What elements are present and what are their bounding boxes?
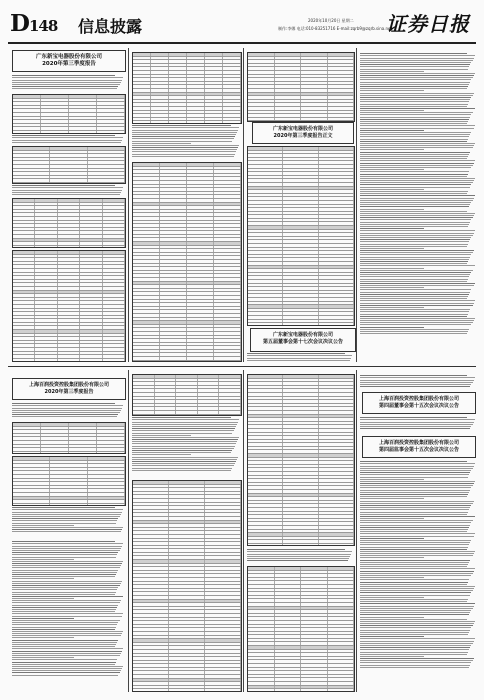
notice-title-box xyxy=(362,436,476,458)
body-text-block xyxy=(12,506,124,536)
notice-subtitle: 第四届监事会第十五次会议决议公告 xyxy=(378,446,459,453)
data-table xyxy=(132,162,242,362)
data-table xyxy=(247,566,355,692)
notice-subtitle: 2020年第三季度报告 xyxy=(44,388,94,395)
body-text-block xyxy=(132,416,240,476)
column-divider xyxy=(243,48,244,362)
body-text-block xyxy=(360,374,476,390)
data-table xyxy=(12,422,126,454)
column-divider xyxy=(243,370,244,692)
notice-title-box xyxy=(252,122,354,144)
data-table xyxy=(247,146,355,326)
body-text-block xyxy=(12,134,124,144)
notice-subtitle: 2020年第三季度报告正文 xyxy=(273,132,333,139)
date-line: 2020年10月20日 星期二 xyxy=(308,18,354,23)
body-text-block xyxy=(12,540,124,690)
body-text-block xyxy=(247,548,353,564)
contact-line: 制作:李娜 电话:010-83251716 E-mail:zqrb9@zqrb.sina.net xyxy=(278,26,393,31)
body-text-block xyxy=(12,184,124,196)
column-divider xyxy=(128,48,129,362)
notice-title-box xyxy=(362,392,476,414)
page-number: D148 xyxy=(10,10,58,37)
notice-company: 广东新宝电器股份有限公司 xyxy=(272,126,333,132)
body-text-block xyxy=(360,460,476,690)
notice-company: 广东新宝电器股份有限公司 xyxy=(35,54,102,60)
body-text-block xyxy=(132,124,240,160)
body-text-block xyxy=(360,52,476,362)
body-text-block xyxy=(360,416,476,432)
body-text-block xyxy=(247,352,353,362)
notice-title-box xyxy=(250,328,356,352)
data-table xyxy=(12,94,126,134)
notice-title-box xyxy=(12,50,126,72)
data-table xyxy=(12,146,126,184)
column-divider xyxy=(356,370,357,692)
data-table xyxy=(12,198,126,248)
notice-subtitle: 第五届董事会第十七次会议决议公告 xyxy=(262,338,343,345)
notice-company: 上海百润投资控股集团股份有限公司 xyxy=(28,382,109,388)
newspaper-logo: 证券日报 xyxy=(386,12,470,36)
column-divider xyxy=(128,370,129,692)
section-title: 信息披露 xyxy=(78,17,143,36)
half-page-divider xyxy=(8,366,476,367)
masthead xyxy=(8,4,476,44)
notice-title-box xyxy=(12,378,126,400)
body-text-block xyxy=(12,74,124,92)
notice-company: 上海百润投资控股集团股份有限公司 xyxy=(378,440,459,446)
notice-company: 上海百润投资控股集团股份有限公司 xyxy=(378,396,459,402)
column-divider xyxy=(356,48,357,362)
data-table xyxy=(12,250,126,362)
data-table xyxy=(247,374,355,546)
notice-subtitle: 第四届董事会第十五次会议决议公告 xyxy=(378,402,459,409)
data-table xyxy=(12,456,126,506)
data-table xyxy=(132,52,242,124)
notice-subtitle: 2020年第三季度报告 xyxy=(42,60,96,67)
notice-company: 广东新宝电器股份有限公司 xyxy=(272,332,333,338)
body-text-block xyxy=(12,402,124,420)
data-table xyxy=(132,374,242,416)
data-table xyxy=(247,52,355,122)
data-table xyxy=(132,480,242,692)
